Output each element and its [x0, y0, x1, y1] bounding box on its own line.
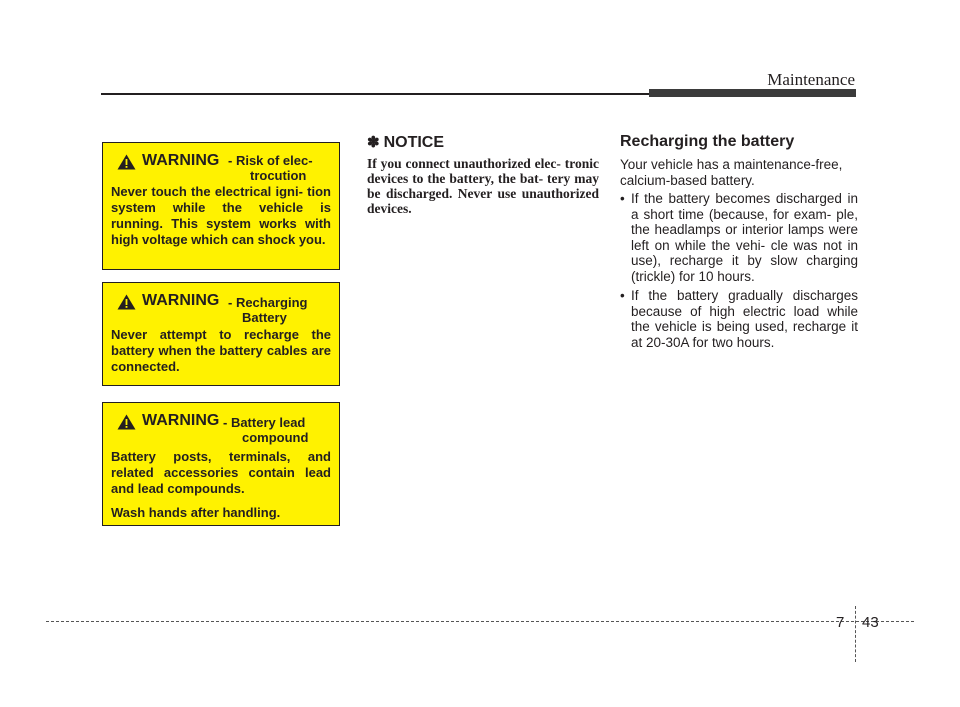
warning-box-electrocution: [102, 142, 340, 270]
list-item: [620, 288, 858, 350]
chapter-number: 7: [836, 614, 845, 631]
footer-divider: [855, 606, 856, 662]
page-number: 43: [862, 614, 879, 631]
warning-text: Battery posts, terminals, and related accessories contain lead and lead compounds.: [111, 449, 331, 496]
notice-heading: [367, 133, 444, 152]
warning-label: WARNING: [142, 152, 220, 169]
warning-subtitle-line1: - Risk of elec-: [228, 153, 313, 168]
bullet-icon: •: [620, 288, 625, 303]
list-item: [620, 191, 858, 284]
warning-triangle-icon: [117, 294, 136, 310]
recharging-heading: Recharging the battery: [620, 133, 795, 150]
recharging-list: [620, 191, 858, 284]
warning-triangle-icon: [117, 154, 136, 170]
warning-triangle-icon: [117, 414, 136, 430]
warning-text: Wash hands after handling.: [111, 505, 281, 520]
warning-label: WARNING: [142, 292, 220, 309]
notice-text: If you connect unauthorized elec- tronic devices to the battery, the bat- tery may be discharged. Never use unauthorized devices.: [367, 156, 599, 216]
warning-subtitle-line2: Battery: [242, 310, 287, 325]
footer-rule: [46, 621, 914, 622]
recharging-intro: Your vehicle has a maintenance-free, calcium-based battery.: [620, 157, 843, 188]
list-item-text: If the battery becomes discharged in a short time (because, for exam- ple, the headlamps or interior lamps were left on while the vehi- cle was not in use), recharge it by slow charging (trickle) for 10 hours.: [631, 191, 858, 284]
warning-subtitle-line2: trocution: [250, 168, 307, 183]
notice-star-icon: ✽: [367, 134, 380, 151]
warning-subtitle-line1: - Recharging: [228, 295, 308, 310]
warning-box-lead-compound: [102, 402, 340, 526]
warning-text: Never touch the electrical igni- tion system while the vehicle is running. This system works with high voltage which can shock you.: [111, 184, 331, 247]
recharging-list: [620, 288, 858, 350]
section-title: Maintenance: [767, 70, 855, 89]
notice-title: NOTICE: [383, 134, 445, 151]
warning-label: WARNING: [142, 412, 220, 429]
warning-subtitle-line1: - Battery lead: [223, 415, 306, 430]
warning-box-recharging: [102, 282, 340, 386]
list-item-text: If the battery gradually discharges because of high electric load while the vehicle is being used, recharge it at 20-30A for two hours.: [631, 288, 858, 350]
warning-text: Never attempt to recharge the battery when the battery cables are connected.: [111, 327, 331, 374]
header-rule: [101, 93, 649, 95]
warning-subtitle-line2: compound: [242, 430, 309, 445]
bullet-icon: •: [620, 191, 625, 206]
header-bar: [649, 89, 856, 97]
